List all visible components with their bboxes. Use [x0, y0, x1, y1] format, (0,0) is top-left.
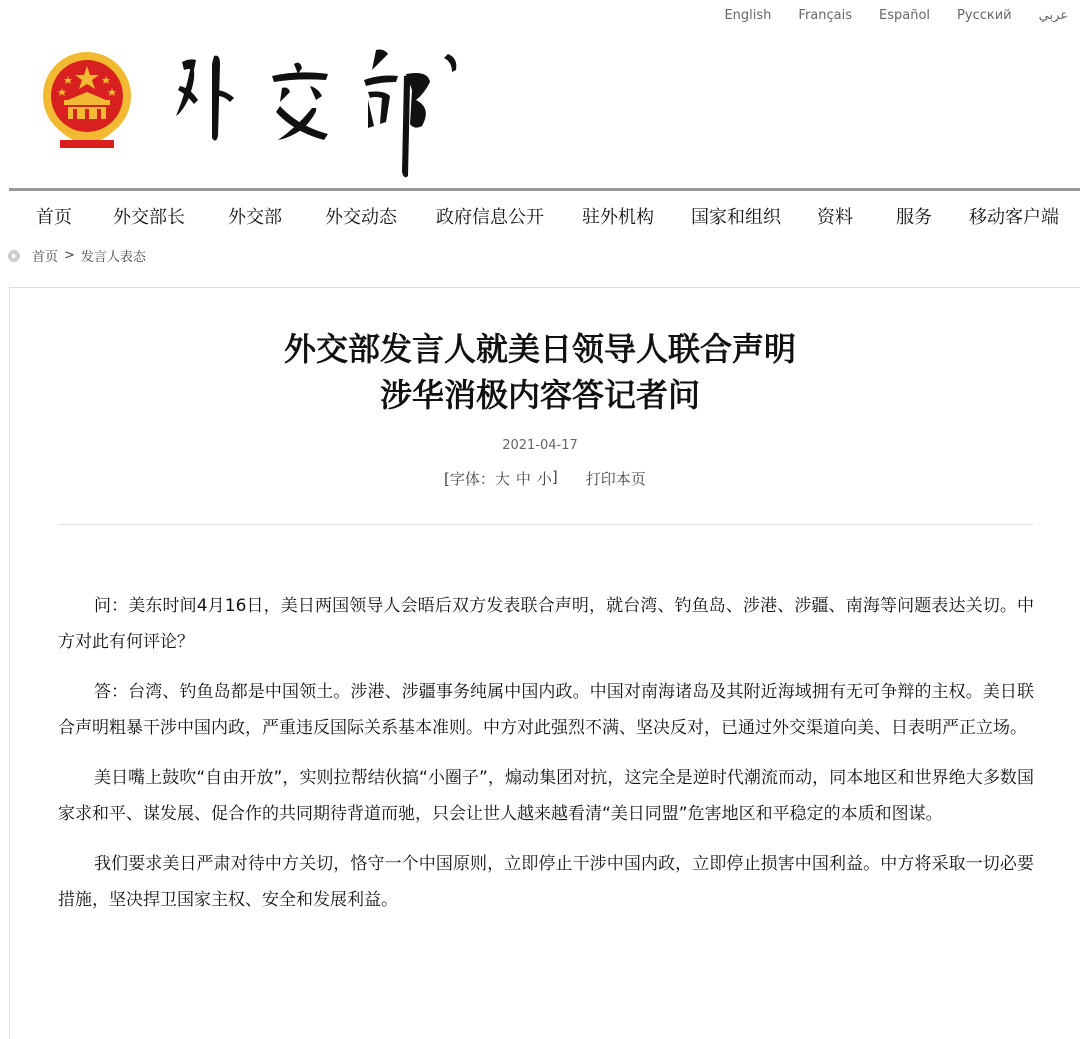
nav-services[interactable]: 服务 [896, 207, 932, 228]
font-size-large-button[interactable]: 大 [494, 470, 510, 488]
print-page-button[interactable]: 打印本页 [585, 470, 646, 488]
language-bar [697, 7, 1068, 25]
article-title-line1: 外交部发言人就美日领导人联合声明 [283, 330, 796, 368]
lang-french[interactable]: Français [798, 8, 853, 23]
lang-russian[interactable]: Русский [957, 8, 1012, 23]
breadcrumb-separator: > [64, 248, 75, 263]
nav-home[interactable]: 首页 [36, 207, 72, 228]
nav-countries-organizations[interactable]: 国家和组织 [691, 207, 781, 228]
breadcrumb-current[interactable]: 发言人表态 [80, 250, 146, 265]
font-size-label: [字体： [444, 470, 495, 488]
national-emblem-icon[interactable] [40, 52, 134, 150]
nav-ministry[interactable]: 外交部 [228, 207, 282, 228]
article-date: 2021-04-17 [502, 438, 578, 453]
nav-diplomatic-news[interactable]: 外交动态 [325, 207, 397, 228]
breadcrumb [8, 246, 146, 265]
divider [58, 524, 1033, 525]
article-title-line2: 涉华消极内容答记者问 [379, 376, 700, 414]
article-tools [444, 468, 646, 489]
lang-english[interactable]: English [724, 8, 772, 23]
lang-arabic[interactable]: عربي [1038, 8, 1068, 23]
font-size-medium-button[interactable]: 中 [515, 470, 531, 488]
breadcrumb-arrow-icon [8, 250, 20, 262]
article-paragraph: 答：台湾、钓鱼岛都是中国领土。涉港、涉疆事务纯属中国内政。中国对南海诸岛及其附近海域拥有无可争辩的主权。美日联合声明粗暴干涉中国内政，严重违反国际关系基本准则。中方对此强烈不满、坚决反对，已通过外交渠道向美、日表明严正立场。 [58, 682, 1034, 738]
font-size-label-close: ] [551, 468, 558, 486]
breadcrumb-home[interactable]: 首页 [32, 250, 59, 265]
article-body [58, 588, 1034, 932]
article-paragraph: 我们要求美日严肃对待中方关切，恪守一个中国原则，立即停止干涉中国内政，立即停止损害中国利益。中方将采取一切必要措施，坚决捍卫国家主权、安全和发展利益。 [58, 854, 1034, 910]
article-paragraph: 问：美东时间4月16日，美日两国领导人会晤后双方发表联合声明，就台湾、钓鱼岛、涉港、涉疆、南海等问题表达关切。中方对此有何评论？ [58, 596, 1034, 652]
main-nav [9, 188, 1080, 233]
nav-missions-abroad[interactable]: 驻外机构 [582, 207, 654, 228]
lang-spanish[interactable]: Español [879, 8, 931, 23]
nav-mobile-client[interactable]: 移动客户端 [969, 207, 1059, 228]
nav-foreign-minister[interactable]: 外交部长 [113, 207, 185, 228]
article-paragraph: 美日嘴上鼓吹“自由开放”，实则拉帮结伙搞“小圈子”，煽动集团对抗，这完全是逆时代潮流而动，同本地区和世界绝大多数国家求和平、谋发展、促合作的共同期待背道而驰，只会让世人越来越看清“美日同盟”危害地区和平稳定的本质和图谋。 [58, 768, 1034, 824]
nav-resources[interactable]: 资料 [817, 207, 853, 228]
font-size-small-button[interactable]: 小 [536, 470, 552, 488]
ministry-logo-calligraphy[interactable] [168, 30, 468, 180]
article-title [0, 326, 1080, 418]
nav-government-info[interactable]: 政府信息公开 [436, 207, 544, 228]
